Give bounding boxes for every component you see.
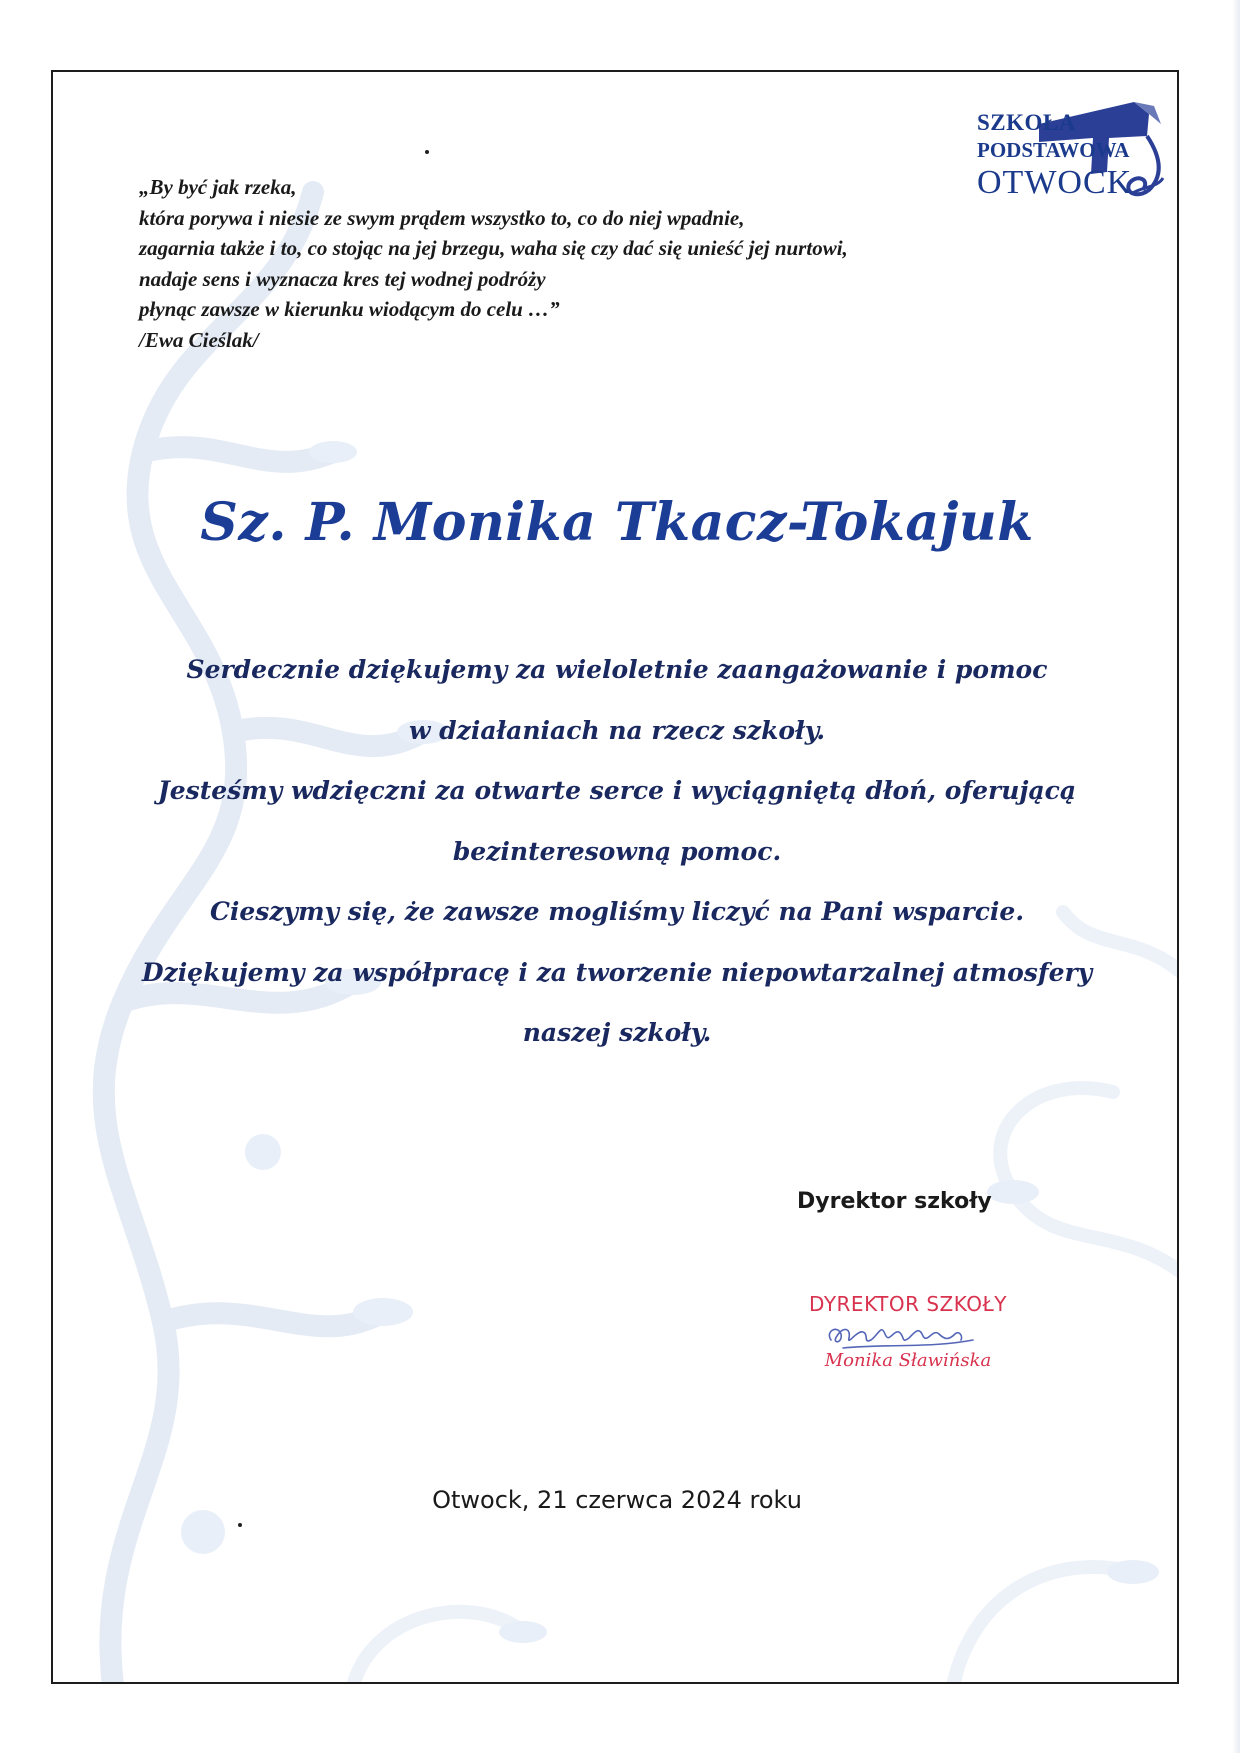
message-line: naszej szkoły. [522, 1018, 712, 1047]
page-edge [1232, 0, 1240, 1753]
message-line: w działaniach na rzecz szkoły. [408, 715, 826, 745]
thank-you-message [53, 640, 1179, 1064]
director-label: Dyrektor szkoły [797, 1189, 992, 1214]
logo-line-type: PODSTAWOWA [977, 138, 1130, 162]
director-stamp [793, 1292, 1023, 1382]
stamp-name: Monika Sławińska [824, 1350, 992, 1371]
logo-line-city: OTWOCK [977, 164, 1133, 201]
scan-speck [425, 150, 429, 154]
quote-line: która porywa i niesie ze swym prądem wszystko to, co do niej wpadnie, [139, 205, 745, 230]
message-line: Jesteśmy wdzięczni za otwarte serce i wyciągniętą dłoń, oferującą [157, 776, 1077, 805]
logo-line-school: SZKOŁA [977, 110, 1076, 135]
message-line: bezinteresowną pomoc. [452, 836, 782, 866]
handwritten-signature [823, 1314, 983, 1354]
quote-line: zagarnia także i to, co stojąc na jej brzegu, waha się czy dać się unieść jej nurtowi, [139, 236, 848, 260]
message-line: Dziękujemy za współpracę i za tworzenie niepowtarzalnej atmosfery [141, 957, 1093, 987]
recipient-name: Sz. P. Monika Tkacz-Tokajuk [200, 492, 1034, 553]
quote-line: „By być jak rzeka, [139, 175, 297, 199]
scan-speck [238, 1523, 242, 1527]
quote-line: płynąc zawsze w kierunku wiodącym do celu …” [139, 297, 560, 321]
stamp-title: DYREKTOR SZKOŁY [809, 1292, 1007, 1316]
motto-quote [139, 172, 1039, 355]
certificate-frame [51, 70, 1179, 1684]
quote-author: /Ewa Cieślak/ [139, 327, 259, 352]
quote-line: nadaje sens i wyznacza kres tej wodnej podróży [139, 266, 546, 291]
issue-date: Otwock, 21 czerwca 2024 roku [432, 1486, 802, 1514]
message-line: Cieszymy się, że zawsze mogliśmy liczyć na Pani wsparcie. [209, 897, 1025, 926]
message-line: Serdecznie dziękujemy za wieloletnie zaangażowanie i pomoc [186, 655, 1048, 684]
